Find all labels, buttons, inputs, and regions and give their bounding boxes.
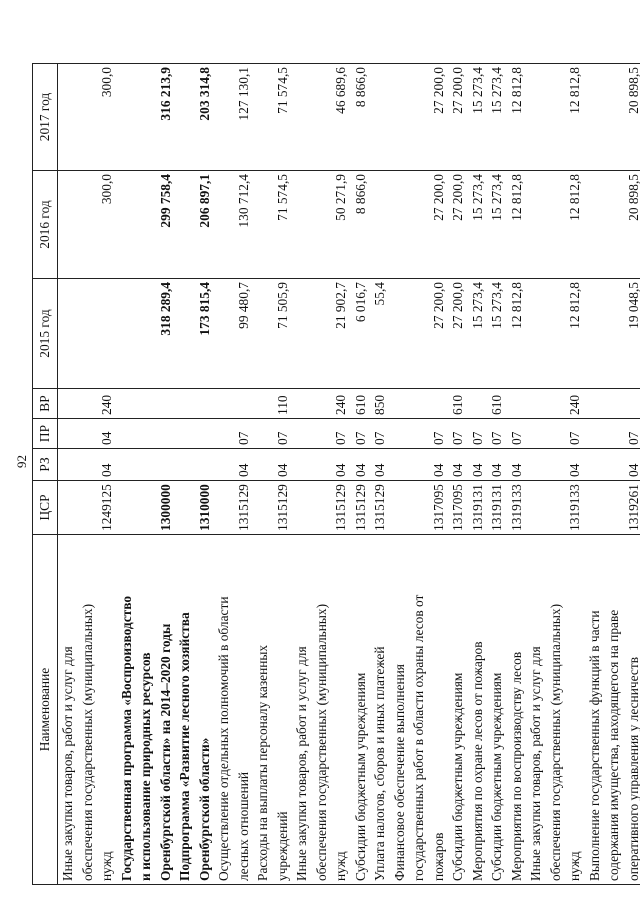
- row-pr: 07: [526, 419, 585, 449]
- row-vr: 850: [370, 389, 390, 419]
- row-pr: 07: [351, 419, 371, 449]
- row-name: [507, 535, 527, 885]
- row-name-line: содержания имущества, находящегося на праве: [606, 609, 621, 881]
- row-vr: [117, 389, 176, 419]
- row-2015: 21 902,7: [292, 279, 351, 389]
- row-2016: 20 898,5: [585, 171, 640, 279]
- row-name: [585, 535, 640, 885]
- row-name-line: Осуществление отдельных полномочий в области: [216, 596, 231, 881]
- row-name-line: нужд: [99, 851, 114, 881]
- row-2016: 300,0: [58, 171, 117, 279]
- row-2017: 316 213,9: [117, 64, 176, 171]
- row-vr: [585, 389, 640, 419]
- row-vr: [175, 389, 214, 419]
- row-name-line: Мероприятия по охране лесов от пожаров: [469, 641, 485, 881]
- row-name-line: лесных отношений: [235, 771, 251, 881]
- row-vr: 610: [487, 389, 507, 419]
- row-2016: 50 271,9: [292, 171, 351, 279]
- table-row: [448, 64, 468, 885]
- row-2015: 12 812,8: [507, 279, 527, 389]
- table-row: [526, 64, 585, 885]
- row-name: [351, 535, 371, 885]
- row-csr: 1319133: [507, 481, 527, 535]
- row-2015: 55,4: [370, 279, 390, 389]
- row-name-line: Субсидии бюджетным учреждениям: [489, 672, 504, 881]
- row-2016: 71 574,5: [253, 171, 292, 279]
- row-pr: [175, 419, 214, 449]
- row-name-line: Субсидии бюджетным учреждениям: [352, 672, 368, 881]
- row-2016: 15 273,4: [487, 171, 507, 279]
- row-vr: [214, 389, 253, 419]
- row-2017: [370, 64, 390, 171]
- row-2015: 15 273,4: [487, 279, 507, 389]
- row-csr: 1315129: [351, 481, 371, 535]
- row-name-line: обеспечения государственных (муниципальных): [313, 603, 329, 881]
- row-2016: 8 866,0: [351, 171, 371, 279]
- row-csr: 1249125: [58, 481, 117, 535]
- row-vr: [468, 389, 488, 419]
- table-row: [487, 64, 507, 885]
- row-2016: 15 273,4: [468, 171, 488, 279]
- row-2016: 130 712,4: [214, 171, 253, 279]
- row-2016: 299 758,4: [117, 171, 176, 279]
- row-2016: 206 897,1: [175, 171, 214, 279]
- row-2017: 127 130,1: [214, 64, 253, 171]
- row-2017: 12 812,8: [526, 64, 585, 171]
- row-2017: 27 200,0: [390, 64, 449, 171]
- header-2017: 2017 год: [33, 64, 58, 171]
- row-rz: 04: [58, 449, 117, 481]
- row-pr: 07: [468, 419, 488, 449]
- table-row: [253, 64, 292, 885]
- row-2015: 318 289,4: [117, 279, 176, 389]
- row-csr: 1317095: [448, 481, 468, 535]
- row-rz: 04: [292, 449, 351, 481]
- row-rz: 04: [585, 449, 640, 481]
- row-name-line: обеспечения государственных (муниципальных): [547, 603, 563, 881]
- row-name-line: Мероприятия по воспроизводству лесов: [508, 651, 524, 881]
- row-csr: 1319131: [487, 481, 507, 535]
- page-number: 92: [14, 455, 29, 468]
- row-name-line: обеспечения государственных (муниципальных): [79, 603, 95, 881]
- table-row: [370, 64, 390, 885]
- row-pr: 07: [370, 419, 390, 449]
- row-name: [468, 535, 488, 885]
- row-rz: 04: [214, 449, 253, 481]
- header-2016: 2016 год: [33, 171, 58, 279]
- row-csr: 1315129: [370, 481, 390, 535]
- row-2016: [370, 171, 390, 279]
- table-row: [117, 64, 176, 885]
- table-row: [468, 64, 488, 885]
- row-2017: 46 689,6: [292, 64, 351, 171]
- row-2016: 12 812,8: [526, 171, 585, 279]
- row-rz: 04: [507, 449, 527, 481]
- row-2016: 12 812,8: [507, 171, 527, 279]
- row-2016: 27 200,0: [390, 171, 449, 279]
- row-2017: 27 200,0: [448, 64, 468, 171]
- row-2017: 8 866,0: [351, 64, 371, 171]
- row-vr: 610: [448, 389, 468, 419]
- header-2015: 2015 год: [33, 279, 58, 389]
- row-vr: 610: [351, 389, 371, 419]
- row-pr: 07: [214, 419, 253, 449]
- row-name-line: нужд: [333, 851, 348, 881]
- table-header: [33, 64, 58, 885]
- row-pr: 07: [390, 419, 449, 449]
- row-name-line: Финансовое обеспечение выполнения: [391, 664, 407, 881]
- row-csr: 1300000: [117, 481, 176, 535]
- row-2015: 12 812,8: [526, 279, 585, 389]
- row-2017: 15 273,4: [468, 64, 488, 171]
- table-row: [175, 64, 214, 885]
- row-name-line: Выполнение государственных функций в части: [586, 610, 602, 881]
- row-csr: 1310000: [175, 481, 214, 535]
- header-vr: ВР: [33, 389, 58, 419]
- row-name-line: учреждений: [274, 811, 290, 881]
- row-pr: 07: [253, 419, 292, 449]
- row-pr: 07: [292, 419, 351, 449]
- row-name: [58, 535, 117, 885]
- row-name-line: Субсидии бюджетным учреждениям: [450, 672, 465, 881]
- row-name-line: Подпрограмма «Развитие лесного хозяйства: [177, 612, 192, 881]
- row-2017: 15 273,4: [487, 64, 507, 171]
- row-name-line: Иные закупки товаров, работ и услуг для: [294, 646, 309, 881]
- row-pr: [117, 419, 176, 449]
- row-name-line: Расходы на выплаты персоналу казенных: [255, 644, 270, 881]
- row-rz: 04: [526, 449, 585, 481]
- table-row: [390, 64, 449, 885]
- row-2015: 173 815,4: [175, 279, 214, 389]
- header-pr: ПР: [33, 419, 58, 449]
- row-rz: 04: [351, 449, 371, 481]
- row-vr: 240: [526, 389, 585, 419]
- table-row: [214, 64, 253, 885]
- row-rz: 04: [448, 449, 468, 481]
- row-pr: 07: [487, 419, 507, 449]
- row-name-line: государственных работ в области охраны лесов от: [411, 594, 426, 881]
- row-2017: 300,0: [58, 64, 117, 171]
- row-csr: 1315129: [253, 481, 292, 535]
- row-name-line: Иные закупки товаров, работ и услуг для: [528, 646, 543, 881]
- row-pr: 07: [448, 419, 468, 449]
- row-vr: 240: [292, 389, 351, 419]
- row-rz: 04: [468, 449, 488, 481]
- row-2015: 6 016,7: [351, 279, 371, 389]
- row-2015: 71 505,9: [253, 279, 292, 389]
- row-2017: 71 574,5: [253, 64, 292, 171]
- row-vr: 240: [58, 389, 117, 419]
- row-name: [448, 535, 468, 885]
- table-row: [351, 64, 371, 885]
- row-pr: 04: [58, 419, 117, 449]
- row-csr: 1315129: [214, 481, 253, 535]
- row-csr: 1315129: [292, 481, 351, 535]
- row-2015: 99 480,7: [214, 279, 253, 389]
- row-csr: 1319131: [468, 481, 488, 535]
- row-name: [253, 535, 292, 885]
- row-name: [370, 535, 390, 885]
- row-name-line: Оренбургской области» на 2014–2020 годы: [157, 623, 173, 881]
- row-name-line: Уплата налогов, сборов и иных платежей: [372, 646, 387, 881]
- row-2015: 19 048,5: [585, 279, 640, 389]
- row-name-line: Оренбургской области»: [196, 737, 212, 881]
- row-name-line: пожаров: [430, 832, 446, 881]
- row-name: [526, 535, 585, 885]
- row-name: [487, 535, 507, 885]
- row-2017: 12 812,8: [507, 64, 527, 171]
- row-vr: [507, 389, 527, 419]
- row-name: [292, 535, 351, 885]
- row-2016: 27 200,0: [448, 171, 468, 279]
- row-2015: 15 273,4: [468, 279, 488, 389]
- row-rz: 04: [370, 449, 390, 481]
- row-2015: 27 200,0: [448, 279, 468, 389]
- row-name-line: оперативного управления у лесничеств: [625, 656, 640, 881]
- row-rz: [117, 449, 176, 481]
- row-name-line: Государственная программа «Воспроизводство: [118, 595, 134, 881]
- row-name: [390, 535, 449, 885]
- table-row: [585, 64, 640, 885]
- row-csr: 1317095: [390, 481, 449, 535]
- table-row: [58, 64, 117, 885]
- budget-table: [32, 63, 640, 885]
- row-name-line: нужд: [567, 851, 582, 881]
- row-rz: 04: [487, 449, 507, 481]
- row-2017: 20 898,5: [585, 64, 640, 171]
- row-rz: 04: [390, 449, 449, 481]
- row-rz: [175, 449, 214, 481]
- table-body: [58, 64, 640, 885]
- header-name: Наименование: [33, 535, 58, 885]
- row-vr: 110: [253, 389, 292, 419]
- table-row: [292, 64, 351, 885]
- row-name-line: Иные закупки товаров, работ и услуг для: [60, 646, 75, 881]
- row-csr: 1319133: [526, 481, 585, 535]
- row-rz: 04: [253, 449, 292, 481]
- row-name: [214, 535, 253, 885]
- row-vr: [390, 389, 449, 419]
- header-csr: ЦСР: [33, 481, 58, 535]
- row-2017: 203 314,8: [175, 64, 214, 171]
- row-2015: [58, 279, 117, 389]
- row-csr: 1319261: [585, 481, 640, 535]
- row-pr: 07: [507, 419, 527, 449]
- table-row: [507, 64, 527, 885]
- row-2015: 27 200,0: [390, 279, 449, 389]
- row-name-line: и использование природных ресурсов: [138, 652, 153, 881]
- header-rz: РЗ: [33, 449, 58, 481]
- row-name: [117, 535, 176, 885]
- row-name: [175, 535, 214, 885]
- row-pr: 07: [585, 419, 640, 449]
